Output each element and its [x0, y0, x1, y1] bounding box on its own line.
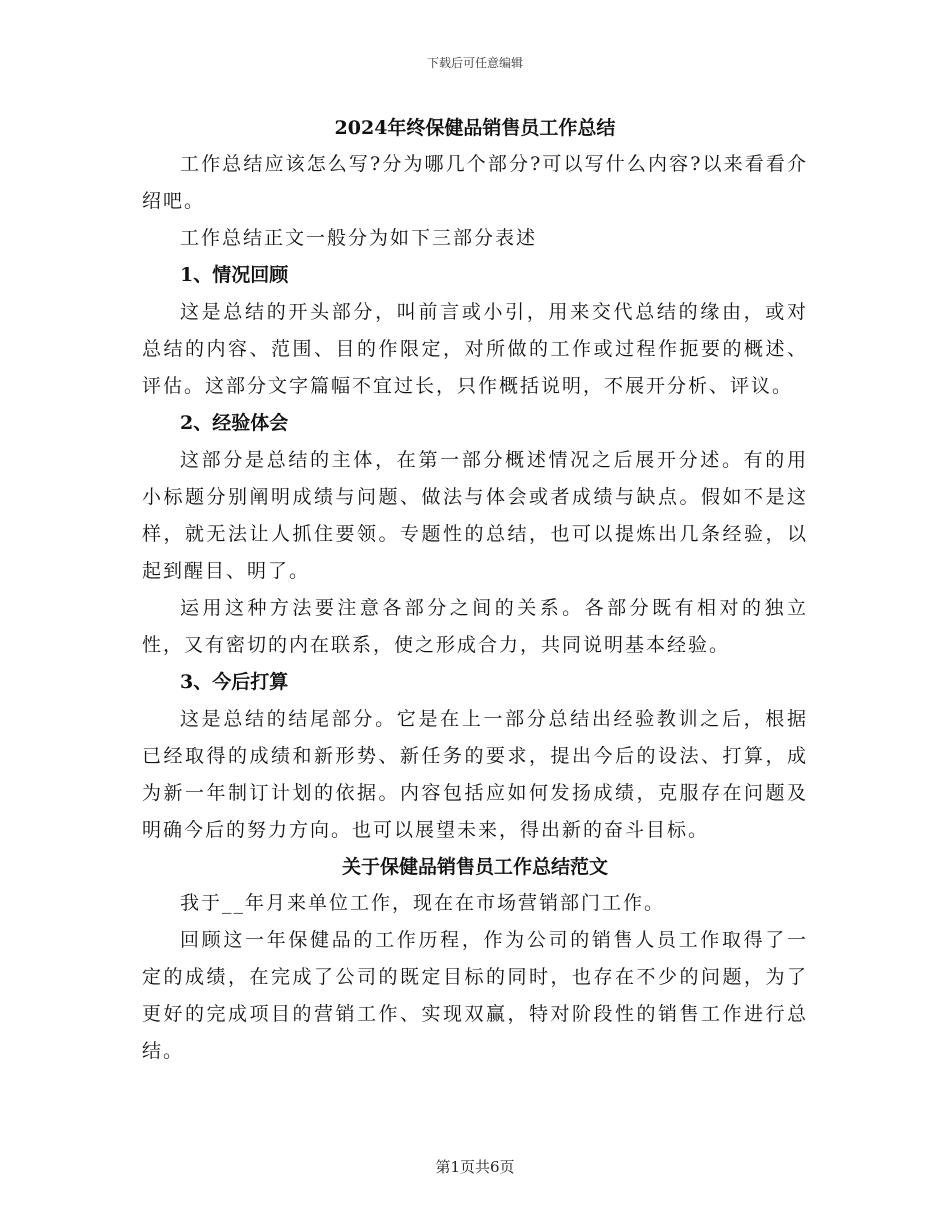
section-heading: 3、今后打算 [180, 671, 289, 693]
section-paragraph: 这是总结的开头部分，叫前言或小引，用来交代总结的缘由，或对总结的内容、范围、目的作限定，对所做的工作或过程作扼要的概述、评估。这部分文字篇幅不宜过长，只作概括说明，不展开分析、评议。 [142, 301, 808, 397]
document-title: 2024年终保健品销售员工作总结 [334, 117, 616, 139]
intro-paragraph: 工作总结应该怎么写?分为哪几个部分?可以写什么内容?以来看看介绍吧。 [142, 153, 808, 212]
body-paragraph: 回顾这一年保健品的工作历程，作为公司的销售人员工作取得了一定的成绩，在完成了公司的既定目标的同时，也存在不少的问题，为了更好的完成项目的营销工作、实现双赢，特对阶段性的销售工作进行总结。 [142, 929, 808, 1062]
document-body [142, 110, 808, 1070]
section-paragraph: 运用这种方法要注意各部分之间的关系。各部分既有相对的独立性，又有密切的内在联系，使之形成合力，共同说明基本经验。 [142, 597, 808, 656]
section-paragraph: 这部分是总结的主体，在第一部分概述情况之后展开分述。有的用小标题分别阐明成绩与问题、做法与体会或者成绩与缺点。假如不是这样，就无法让人抓住要领。专题性的总结，也可以提炼出几条经验，以起到醒目、明了。 [142, 449, 808, 582]
intro-paragraph: 工作总结正文一般分为如下三部分表述 [180, 227, 538, 249]
document-subtitle: 关于保健品销售员工作总结范文 [341, 856, 608, 878]
section-heading: 1、情况回顾 [180, 264, 289, 286]
section-paragraph: 这是总结的结尾部分。它是在上一部分总结出经验教训之后，根据已经取得的成绩和新形势、新任务的要求，提出今后的设法、打算，成为新一年制订计划的依据。内容包括应如何发扬成绩，克服存在问题及明确今后的努力方向。也可以展望未来，得出新的奋斗目标。 [142, 708, 808, 841]
body-paragraph: 我于__年月来单位工作，现在在市场营销部门工作。 [180, 892, 666, 914]
section-heading: 2、经验体会 [180, 412, 289, 434]
page-header: 下载后可任意编辑 [426, 56, 523, 70]
page-footer: 第1页共6页 [435, 1158, 515, 1176]
